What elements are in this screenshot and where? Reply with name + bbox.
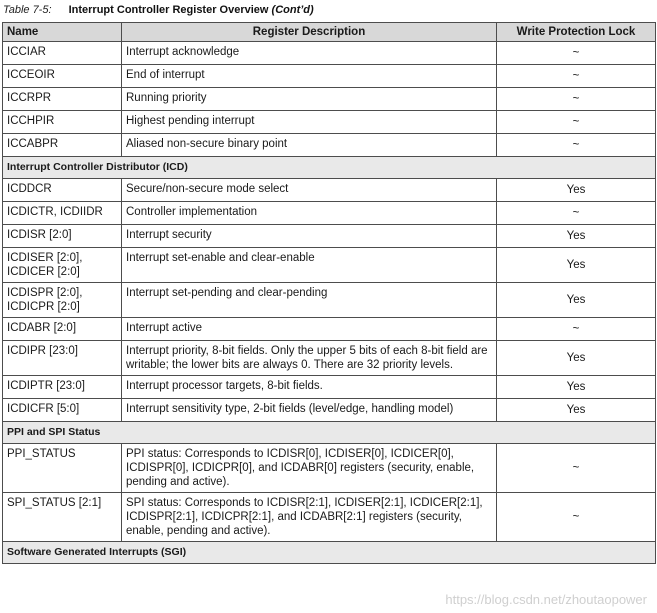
register-name: SPI_STATUS [2:1]	[3, 493, 122, 542]
write-protection-lock: Yes	[497, 248, 656, 283]
section-label: Software Generated Interrupts (SGI)	[3, 542, 656, 564]
table-row	[3, 225, 656, 248]
register-name: ICDICFR [5:0]	[3, 399, 122, 422]
write-protection-lock: ~	[497, 318, 656, 341]
write-protection-lock: Yes	[497, 376, 656, 399]
section-label: PPI and SPI Status	[3, 422, 656, 444]
register-description: Interrupt sensitivity type, 2-bit fields (level/edge, handling model)	[122, 399, 497, 422]
write-protection-lock: ~	[497, 111, 656, 134]
register-table	[2, 22, 656, 564]
table-row	[3, 111, 656, 134]
register-name: ICCEOIR	[3, 65, 122, 88]
table-row	[3, 318, 656, 341]
table-row	[3, 399, 656, 422]
register-name: ICCHPIR	[3, 111, 122, 134]
write-protection-lock: ~	[497, 65, 656, 88]
write-protection-lock: Yes	[497, 225, 656, 248]
header-write-protection: Write Protection Lock	[497, 23, 656, 42]
section-label: Interrupt Controller Distributor (ICD)	[3, 157, 656, 179]
register-name: ICDABR [2:0]	[3, 318, 122, 341]
write-protection-lock: Yes	[497, 399, 656, 422]
write-protection-lock: ~	[497, 42, 656, 65]
table-row	[3, 202, 656, 225]
register-name: ICDIPTR [23:0]	[3, 376, 122, 399]
watermark: https://blog.csdn.net/zhoutaopower	[445, 592, 647, 607]
table-row	[3, 444, 656, 493]
table-row	[3, 248, 656, 283]
register-description: Running priority	[122, 88, 497, 111]
table-caption	[3, 2, 314, 18]
register-description: Interrupt processor targets, 8-bit fields.	[122, 376, 497, 399]
header-description: Register Description	[122, 23, 497, 42]
section-row	[3, 422, 656, 444]
register-name: ICCABPR	[3, 134, 122, 157]
table-title: Interrupt Controller Register Overview	[68, 4, 269, 16]
register-name: ICCRPR	[3, 88, 122, 111]
write-protection-lock: ~	[497, 134, 656, 157]
register-description: End of interrupt	[122, 65, 497, 88]
write-protection-lock: Yes	[497, 179, 656, 202]
write-protection-lock: ~	[497, 493, 656, 542]
table-row	[3, 341, 656, 376]
section-row	[3, 542, 656, 564]
register-description: Interrupt set-enable and clear-enable	[122, 248, 497, 283]
table-row	[3, 42, 656, 65]
write-protection-lock: Yes	[497, 283, 656, 318]
register-description: Interrupt acknowledge	[122, 42, 497, 65]
table-number: Table 7-5:	[3, 4, 52, 16]
register-name: ICDIPR [23:0]	[3, 341, 122, 376]
register-description: Secure/non-secure mode select	[122, 179, 497, 202]
register-description: Aliased non-secure binary point	[122, 134, 497, 157]
header-name: Name	[3, 23, 122, 42]
write-protection-lock: ~	[497, 88, 656, 111]
table-row	[3, 134, 656, 157]
section-row	[3, 157, 656, 179]
register-description: Controller implementation	[122, 202, 497, 225]
register-name: ICDISPR [2:0], ICDICPR [2:0]	[3, 283, 122, 318]
register-description: PPI status: Corresponds to ICDISR[0], ICDISER[0], ICDICER[0], ICDISPR[0], ICDICPR[0], and ICDABR[0] registers (security, enable, pending and active).	[122, 444, 497, 493]
table-row	[3, 179, 656, 202]
table-continued: (Cont’d)	[271, 4, 314, 16]
register-description: SPI status: Corresponds to ICDISR[2:1], ICDISER[2:1], ICDICER[2:1], ICDISPR[2:1], ICDICPR[2:1], and ICDABR[2:1] registers (security, enable, pending and active).	[122, 493, 497, 542]
register-description: Highest pending interrupt	[122, 111, 497, 134]
register-name: ICDDCR	[3, 179, 122, 202]
register-name: PPI_STATUS	[3, 444, 122, 493]
register-name: ICCIAR	[3, 42, 122, 65]
table-row	[3, 493, 656, 542]
register-description: Interrupt active	[122, 318, 497, 341]
header-row	[3, 23, 656, 42]
register-name: ICDISER [2:0], ICDICER [2:0]	[3, 248, 122, 283]
register-name: ICDICTR, ICDIIDR	[3, 202, 122, 225]
register-description: Interrupt security	[122, 225, 497, 248]
register-name: ICDISR [2:0]	[3, 225, 122, 248]
write-protection-lock: ~	[497, 202, 656, 225]
table-row	[3, 283, 656, 318]
table-row	[3, 65, 656, 88]
register-description: Interrupt priority, 8-bit fields. Only the upper 5 bits of each 8-bit field are writable; the lower bits are always 0. There are 32 priority levels.	[122, 341, 497, 376]
register-description: Interrupt set-pending and clear-pending	[122, 283, 497, 318]
table-row	[3, 88, 656, 111]
write-protection-lock: Yes	[497, 341, 656, 376]
write-protection-lock: ~	[497, 444, 656, 493]
table-row	[3, 376, 656, 399]
